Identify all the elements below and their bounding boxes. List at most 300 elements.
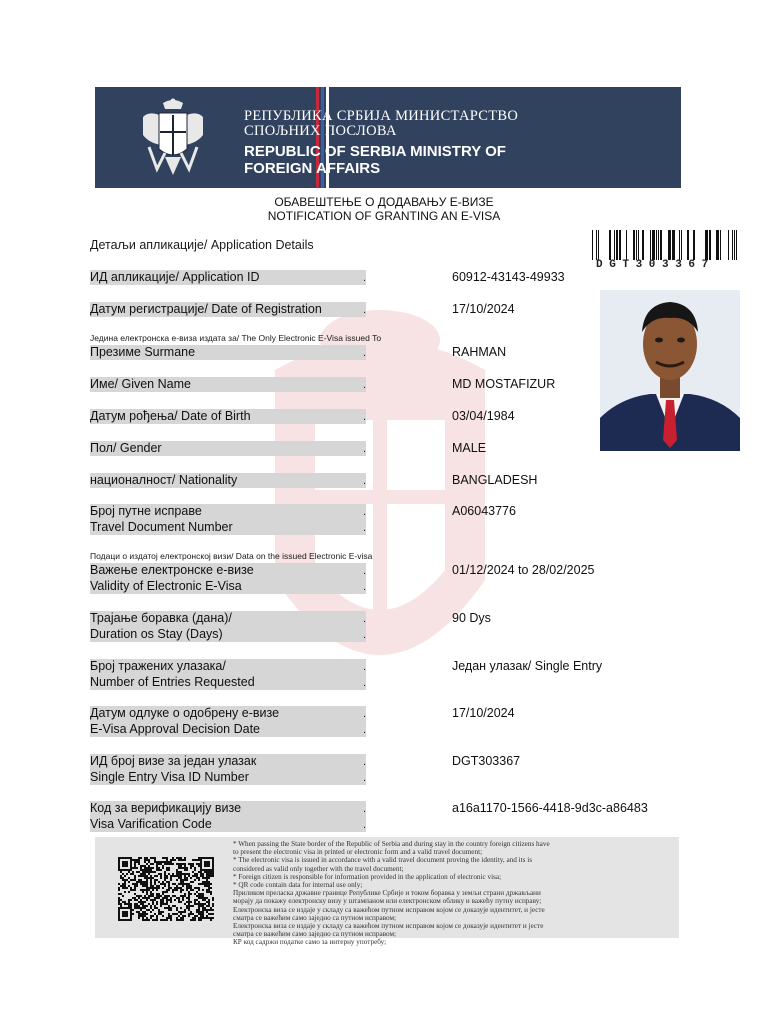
qr-module: [132, 897, 134, 899]
qr-module: [202, 897, 204, 899]
label-verification-code-sr: Код за верификацију визе: [90, 801, 242, 815]
field-dot: .: [362, 304, 366, 316]
label-given-name: Име/ Given Name: [90, 377, 191, 391]
field-dot: .: [362, 411, 366, 423]
qr-module: [134, 879, 136, 881]
qr-module: [166, 859, 168, 861]
qr-module: [204, 877, 206, 879]
qr-module: [124, 883, 126, 885]
qr-module: [206, 917, 208, 919]
qr-module: [196, 873, 198, 875]
qr-module: [190, 911, 192, 913]
qr-module: [158, 867, 160, 869]
qr-module: [202, 907, 204, 909]
qr-module: [192, 919, 194, 921]
qr-module: [186, 873, 188, 875]
qr-module: [176, 869, 178, 871]
qr-module: [194, 867, 196, 869]
qr-module: [202, 875, 204, 877]
qr-module: [134, 903, 136, 905]
qr-module: [194, 917, 196, 919]
qr-module: [206, 873, 208, 875]
qr-module: [202, 889, 204, 891]
qr-module: [138, 915, 140, 917]
qr-module: [182, 881, 184, 883]
qr-module: [182, 873, 184, 875]
qr-module: [188, 901, 190, 903]
field-validity: [90, 563, 366, 594]
qr-module: [188, 895, 190, 897]
qr-module: [138, 897, 140, 899]
qr-module: [140, 873, 142, 875]
qr-module: [200, 917, 202, 919]
qr-module: [188, 875, 190, 877]
qr-module: [156, 897, 158, 899]
qr-module: [156, 887, 158, 889]
qr-module: [196, 911, 198, 913]
qr-module: [140, 901, 142, 903]
qr-module: [146, 883, 148, 885]
qr-module: [158, 913, 160, 915]
qr-module: [150, 871, 152, 873]
qr-module: [210, 893, 212, 895]
qr-module: [156, 907, 158, 909]
qr-module: [146, 879, 148, 881]
qr-module: [156, 895, 158, 897]
barcode-bar: [592, 230, 593, 260]
qr-module: [170, 863, 172, 865]
qr-finder: [122, 911, 128, 917]
value-application-id: 60912-43143-49933: [452, 270, 565, 284]
qr-module: [212, 917, 214, 919]
label-visa-id-en: Single Entry Visa ID Number: [90, 770, 249, 784]
value-validity: 01/12/2024 to 28/02/2025: [452, 563, 595, 577]
footer-note-line: КР код садржи податке само за интерну употребу;: [233, 938, 387, 947]
qr-module: [194, 879, 196, 881]
qr-module: [188, 885, 190, 887]
qr-module: [180, 871, 182, 873]
qr-module: [206, 883, 208, 885]
document-title-en: NOTIFICATION OF GRANTING AN E-VISA: [267, 209, 501, 223]
barcode-bar: [609, 230, 611, 260]
qr-module: [154, 897, 156, 899]
qr-module: [122, 883, 124, 885]
qr-module: [188, 873, 190, 875]
qr-module: [168, 889, 170, 891]
qr-module: [144, 911, 146, 913]
qr-module: [144, 895, 146, 897]
qr-module: [208, 913, 210, 915]
qr-module: [184, 909, 186, 911]
footer-note-line: сматра се важећим само заједно са путном исправом;: [233, 913, 397, 922]
field-visa-id: [90, 754, 366, 785]
qr-module: [144, 919, 146, 921]
qr-module: [160, 875, 162, 877]
qr-module: [138, 859, 140, 861]
qr-module: [150, 863, 152, 865]
qr-module: [206, 897, 208, 899]
qr-module: [140, 865, 142, 867]
qr-module: [168, 867, 170, 869]
field-dot: .: [362, 443, 366, 455]
qr-module: [162, 899, 164, 901]
qr-module: [198, 877, 200, 879]
qr-module: [164, 861, 166, 863]
qr-module: [210, 873, 212, 875]
qr-module: [192, 905, 194, 907]
qr-module: [142, 881, 144, 883]
qr-module: [210, 871, 212, 873]
qr-module: [174, 887, 176, 889]
applicant-photo: [600, 290, 740, 451]
qr-module: [124, 885, 126, 887]
qr-module: [160, 901, 162, 903]
qr-module: [160, 877, 162, 879]
barcode-bar: [732, 230, 733, 260]
barcode-bar: [734, 230, 735, 260]
qr-module: [208, 881, 210, 883]
field-dot: .: [362, 724, 366, 736]
qr-module: [170, 909, 172, 911]
qr-module: [176, 873, 178, 875]
qr-module: [150, 883, 152, 885]
qr-module: [156, 865, 158, 867]
barcode-bar: [598, 230, 599, 260]
qr-module: [132, 883, 134, 885]
qr-module: [208, 909, 210, 911]
qr-module: [148, 859, 150, 861]
qr-module: [130, 903, 132, 905]
field-given-name: [90, 377, 366, 392]
qr-module: [202, 881, 204, 883]
qr-module: [172, 863, 174, 865]
qr-module: [142, 905, 144, 907]
qr-module: [168, 907, 170, 909]
qr-module: [156, 875, 158, 877]
qr-module: [132, 909, 134, 911]
qr-module: [186, 901, 188, 903]
qr-module: [122, 877, 124, 879]
qr-module: [180, 873, 182, 875]
qr-module: [130, 887, 132, 889]
field-dot: .: [362, 475, 366, 487]
qr-module: [200, 897, 202, 899]
qr-module: [184, 875, 186, 877]
qr-module: [168, 899, 170, 901]
qr-module: [188, 903, 190, 905]
qr-module: [172, 875, 174, 877]
qr-module: [126, 873, 128, 875]
qr-module: [142, 915, 144, 917]
field-dot: .: [362, 565, 366, 577]
qr-module: [184, 857, 186, 859]
qr-module: [154, 887, 156, 889]
qr-module: [142, 873, 144, 875]
qr-module: [146, 909, 148, 911]
qr-module: [134, 899, 136, 901]
qr-module: [124, 881, 126, 883]
qr-module: [132, 913, 134, 915]
qr-module: [154, 919, 156, 921]
qr-module: [202, 909, 204, 911]
qr-module: [120, 905, 122, 907]
qr-module: [154, 859, 156, 861]
qr-module: [186, 883, 188, 885]
qr-module: [200, 883, 202, 885]
qr-module: [190, 885, 192, 887]
field-dot: .: [362, 772, 366, 784]
qr-module: [140, 909, 142, 911]
qr-module: [138, 901, 140, 903]
qr-module: [140, 857, 142, 859]
qr-module: [178, 897, 180, 899]
qr-module: [120, 875, 122, 877]
label-visa-id-sr: ИД број визе за један улазак: [90, 754, 257, 768]
qr-module: [180, 865, 182, 867]
qr-module: [176, 879, 178, 881]
qr-module: [142, 875, 144, 877]
qr-module: [198, 895, 200, 897]
qr-module: [142, 903, 144, 905]
qr-module: [186, 877, 188, 879]
qr-module: [208, 905, 210, 907]
qr-module: [206, 885, 208, 887]
qr-module: [184, 883, 186, 885]
barcode-bar: [705, 230, 708, 260]
qr-module: [208, 901, 210, 903]
barcode-bar: [672, 230, 675, 260]
label-approval-date-en: E-Visa Approval Decision Date: [90, 722, 260, 736]
qr-module: [158, 911, 160, 913]
qr-module: [194, 869, 196, 871]
field-dot: .: [362, 677, 366, 689]
qr-module: [180, 867, 182, 869]
label-validity-sr: Важење електронске е-визе: [90, 563, 254, 577]
qr-module: [162, 897, 164, 899]
qr-module: [176, 913, 178, 915]
qr-module: [166, 919, 168, 921]
qr-module: [144, 869, 146, 871]
qr-module: [162, 911, 164, 913]
qr-module: [170, 917, 172, 919]
qr-module: [152, 903, 154, 905]
qr-module: [138, 875, 140, 877]
barcode-bar: [636, 230, 637, 260]
barcode-bar: [619, 230, 621, 260]
label-entries-sr: Број тражених улазака/: [90, 659, 226, 673]
qr-module: [144, 881, 146, 883]
qr-module: [140, 875, 142, 877]
qr-module: [186, 887, 188, 889]
qr-module: [126, 903, 128, 905]
qr-module: [162, 919, 164, 921]
qr-module: [136, 907, 138, 909]
qr-module: [146, 905, 148, 907]
qr-module: [174, 895, 176, 897]
qr-module: [200, 915, 202, 917]
qr-module: [146, 891, 148, 893]
barcode-bar: [679, 230, 680, 260]
qr-module: [150, 905, 152, 907]
qr-module: [166, 897, 168, 899]
qr-module: [180, 879, 182, 881]
qr-module: [210, 891, 212, 893]
qr-module: [130, 879, 132, 881]
footer-note-line: Електронска виза се издаје у складу са важећом путном исправом којом се доказује идентитет, и јесте: [233, 905, 545, 914]
qr-module: [124, 891, 126, 893]
qr-module: [192, 889, 194, 891]
qr-module: [140, 913, 142, 915]
barcode-bar: [633, 230, 635, 260]
qr-module: [136, 911, 138, 913]
qr-module: [146, 885, 148, 887]
field-dot: .: [362, 272, 366, 284]
qr-module: [118, 899, 120, 901]
qr-module: [194, 903, 196, 905]
qr-module: [198, 919, 200, 921]
qr-module: [148, 895, 150, 897]
qr-module: [186, 867, 188, 869]
qr-module: [198, 901, 200, 903]
qr-module: [140, 889, 142, 891]
qr-module: [158, 909, 160, 911]
qr-module: [198, 879, 200, 881]
qr-module: [150, 917, 152, 919]
label-travel-document-en: Travel Document Number: [90, 520, 233, 534]
qr-module: [196, 891, 198, 893]
qr-module: [210, 909, 212, 911]
qr-module: [172, 857, 174, 859]
qr-module: [166, 891, 168, 893]
qr-module: [122, 885, 124, 887]
qr-module: [176, 857, 178, 859]
qr-module: [146, 889, 148, 891]
field-dot: .: [362, 379, 366, 391]
qr-module: [178, 865, 180, 867]
qr-module: [160, 861, 162, 863]
qr-module: [140, 915, 142, 917]
qr-module: [142, 913, 144, 915]
qr-module: [162, 881, 164, 883]
qr-module: [124, 887, 126, 889]
qr-module: [192, 865, 194, 867]
qr-module: [156, 893, 158, 895]
qr-module: [184, 895, 186, 897]
qr-module: [208, 885, 210, 887]
qr-module: [162, 901, 164, 903]
value-entries: Један улазак/ Single Entry: [452, 659, 603, 673]
qr-module: [144, 913, 146, 915]
barcode-bar: [716, 230, 719, 260]
qr-module: [170, 919, 172, 921]
document-title-sr: ОБАВЕШТЕЊЕ О ДОДАВАЊУ Е-ВИЗЕ: [274, 195, 494, 209]
qr-module: [166, 877, 168, 879]
qr-module: [208, 873, 210, 875]
barcode-text: DGT303367: [596, 259, 715, 271]
qr-module: [152, 857, 154, 859]
qr-module: [170, 915, 172, 917]
qr-module: [146, 899, 148, 901]
qr-module: [164, 873, 166, 875]
qr-module: [198, 887, 200, 889]
qr-module: [184, 869, 186, 871]
qr-module: [166, 875, 168, 877]
qr-module: [164, 879, 166, 881]
qr-module: [194, 919, 196, 921]
qr-module: [138, 907, 140, 909]
qr-module: [134, 883, 136, 885]
qr-module: [168, 915, 170, 917]
qr-module: [164, 895, 166, 897]
qr-module: [160, 873, 162, 875]
qr-module: [174, 889, 176, 891]
qr-module: [196, 915, 198, 917]
qr-module: [174, 859, 176, 861]
qr-module: [160, 911, 162, 913]
label-nationality: националност/ Nationality: [90, 473, 238, 487]
qr-module: [142, 889, 144, 891]
value-registration-date: 17/10/2024: [452, 302, 515, 316]
qr-module: [150, 881, 152, 883]
qr-module: [210, 907, 212, 909]
qr-module: [176, 875, 178, 877]
qr-module: [146, 887, 148, 889]
qr-module: [156, 863, 158, 865]
barcode-bar: [687, 230, 689, 260]
qr-module: [186, 905, 188, 907]
qr-module: [182, 879, 184, 881]
qr-module: [168, 863, 170, 865]
qr-module: [154, 861, 156, 863]
qr-module: [142, 907, 144, 909]
value-visa-id: DGT303367: [452, 754, 521, 768]
qr-module: [128, 871, 130, 873]
qr-module: [206, 909, 208, 911]
qr-module: [138, 879, 140, 881]
qr-module: [138, 871, 140, 873]
qr-module: [178, 901, 180, 903]
qr-module: [152, 895, 154, 897]
qr-module: [172, 859, 174, 861]
qr-module: [150, 887, 152, 889]
qr-module: [158, 887, 160, 889]
qr-module: [176, 917, 178, 919]
qr-module: [204, 903, 206, 905]
qr-module: [182, 859, 184, 861]
qr-module: [154, 875, 156, 877]
qr-module: [198, 913, 200, 915]
barcode-bar: [658, 230, 659, 260]
qr-module: [166, 857, 168, 859]
qr-code-icon: [118, 857, 214, 921]
qr-module: [188, 887, 190, 889]
qr-module: [170, 887, 172, 889]
qr-module: [134, 907, 136, 909]
qr-module: [122, 873, 124, 875]
qr-module: [142, 885, 144, 887]
qr-module: [152, 887, 154, 889]
qr-module: [176, 887, 178, 889]
value-surname: RAHMAN: [452, 345, 507, 359]
qr-module: [156, 879, 158, 881]
qr-module: [158, 873, 160, 875]
qr-module: [190, 887, 192, 889]
field-entries: [90, 659, 366, 690]
qr-finder: [122, 861, 128, 867]
qr-module: [200, 913, 202, 915]
qr-module: [200, 873, 202, 875]
qr-module: [156, 915, 158, 917]
